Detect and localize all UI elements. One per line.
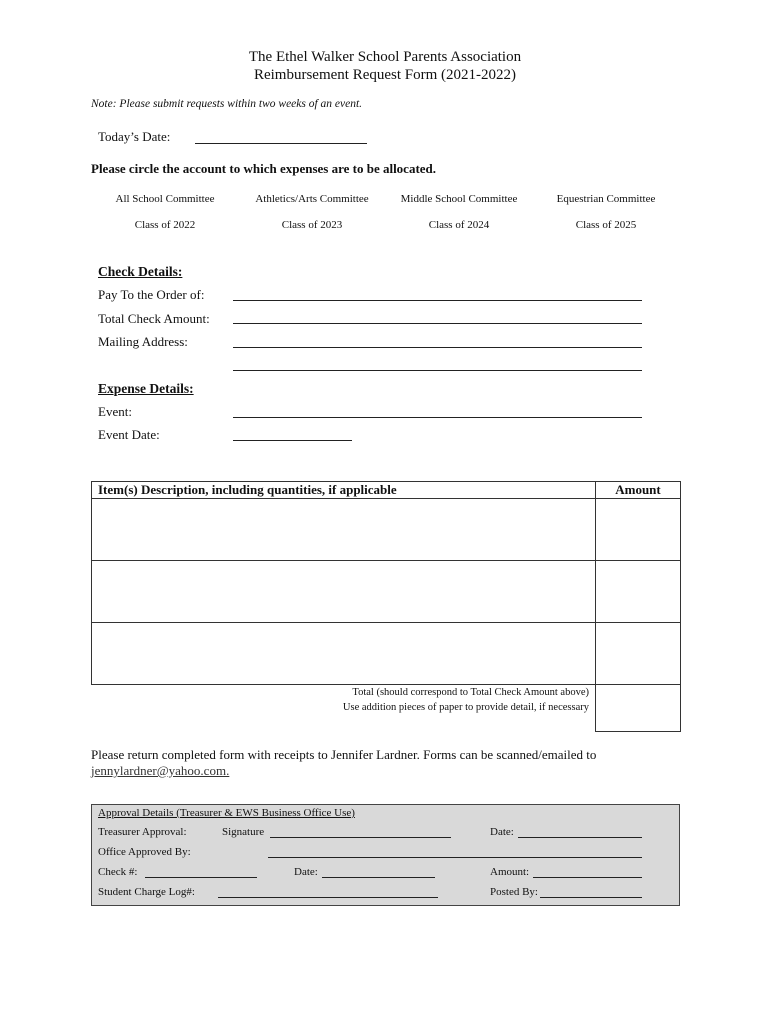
- office-approved-field[interactable]: [268, 857, 642, 858]
- signature-field[interactable]: [270, 837, 451, 838]
- check-date-field[interactable]: [322, 877, 435, 878]
- description-header: Item(s) Description, including quantities, if applicable: [92, 482, 596, 499]
- amount-label: Amount:: [490, 866, 530, 878]
- check-number-field[interactable]: [145, 877, 257, 878]
- account-class-2025[interactable]: Class of 2025: [575, 219, 637, 231]
- amount-cell[interactable]: [596, 561, 681, 623]
- total-label: Total (should correspond to Total Check Amount above): [352, 687, 589, 698]
- pay-to-label: Pay To the Order of:: [98, 287, 205, 302]
- posted-by-field[interactable]: [540, 897, 642, 898]
- check-date-label: Date:: [294, 866, 318, 878]
- contact-email-link[interactable]: jennylardner@yahoo.com.: [91, 763, 230, 778]
- amount-field[interactable]: [533, 877, 642, 878]
- items-table: [91, 481, 681, 732]
- total-amount-cell[interactable]: [596, 685, 681, 732]
- total-label-cell: [92, 685, 596, 732]
- amount-cell[interactable]: [596, 499, 681, 561]
- charge-log-field[interactable]: [218, 897, 438, 898]
- approval-date-label: Date:: [490, 826, 514, 838]
- mailing-address-field-1[interactable]: [233, 347, 642, 348]
- treasurer-approval-label: Treasurer Approval:: [98, 826, 187, 838]
- check-number-label: Check #:: [98, 866, 138, 878]
- account-class-2022[interactable]: Class of 2022: [134, 219, 196, 231]
- total-check-field[interactable]: [233, 323, 642, 324]
- event-date-label: Event Date:: [98, 427, 160, 442]
- mailing-address-field-2[interactable]: [233, 370, 642, 371]
- submission-note: Note: Please submit requests within two weeks of an event.: [91, 98, 363, 110]
- table-row: [92, 561, 681, 623]
- return-instructions: Please return completed form with receipts to Jennifer Lardner. Forms can be scanned/emailed to: [91, 747, 597, 762]
- event-date-field[interactable]: [233, 440, 352, 441]
- account-all-school[interactable]: All School Committee: [115, 193, 215, 205]
- event-label: Event:: [98, 404, 132, 419]
- todays-date-field[interactable]: [195, 143, 367, 144]
- description-cell[interactable]: [92, 623, 596, 685]
- account-equestrian[interactable]: Equestrian Committee: [556, 193, 656, 205]
- account-class-2023[interactable]: Class of 2023: [281, 219, 343, 231]
- check-details-heading: Check Details:: [98, 264, 183, 279]
- account-athletics-arts[interactable]: Athletics/Arts Committee: [255, 193, 369, 205]
- event-field[interactable]: [233, 417, 642, 418]
- office-approved-label: Office Approved By:: [98, 846, 191, 858]
- account-prompt: Please circle the account to which expenses are to be allocated.: [91, 161, 437, 176]
- description-cell[interactable]: [92, 561, 596, 623]
- mailing-address-label: Mailing Address:: [98, 334, 188, 349]
- amount-header: Amount: [596, 482, 681, 499]
- todays-date-label: Today’s Date:: [98, 129, 171, 144]
- approval-date-field[interactable]: [518, 837, 642, 838]
- total-check-label: Total Check Amount:: [98, 311, 210, 326]
- total-row: [92, 685, 681, 732]
- description-cell[interactable]: [92, 499, 596, 561]
- extra-paper-note: Use addition pieces of paper to provide detail, if necessary: [342, 702, 589, 713]
- table-row: [92, 623, 681, 685]
- form-title-line1: The Ethel Walker School Parents Association: [248, 49, 522, 65]
- amount-cell[interactable]: [596, 623, 681, 685]
- account-class-2024[interactable]: Class of 2024: [428, 219, 490, 231]
- approval-section: [91, 804, 680, 906]
- posted-by-label: Posted By:: [490, 886, 538, 898]
- pay-to-field[interactable]: [233, 300, 642, 301]
- form-title-line2: Reimbursement Request Form (2021-2022): [253, 67, 517, 83]
- approval-heading: Approval Details (Treasurer & EWS Business Office Use): [98, 807, 355, 819]
- signature-label: Signature: [222, 826, 265, 838]
- charge-log-label: Student Charge Log#:: [98, 886, 195, 898]
- account-middle-school[interactable]: Middle School Committee: [400, 193, 518, 205]
- table-row: [92, 499, 681, 561]
- expense-details-heading: Expense Details:: [98, 381, 194, 396]
